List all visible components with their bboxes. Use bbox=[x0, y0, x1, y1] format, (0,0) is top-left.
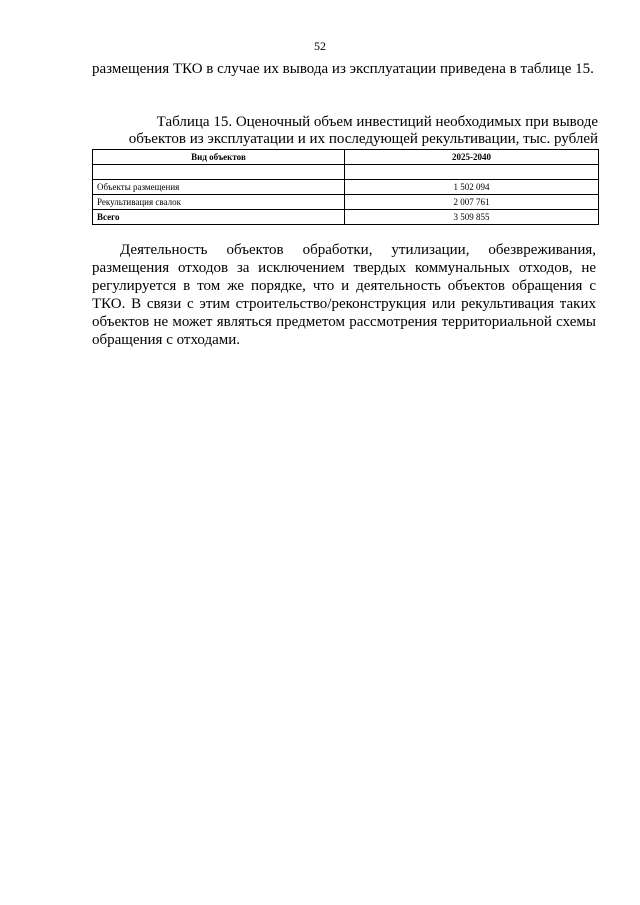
main-paragraph: Деятельность объектов обработки, утилизации, обезвреживания, размещения отходов за исключением твердых коммунальных отходов, не регулируется в том же порядке, что и деятельность объектов обращения с ТКО. В связи с этим строительство/реконструкция или рекультивация таких объектов не может являться предметом рассмотрения территориальной схемы обращения с отходами. bbox=[92, 242, 596, 348]
table-row-total bbox=[93, 210, 599, 225]
header-object-type: Вид объектов bbox=[93, 150, 345, 165]
row-name: Всего bbox=[93, 210, 345, 225]
table-header-row bbox=[93, 150, 599, 165]
row-value: 2 007 761 bbox=[345, 195, 599, 210]
table-caption-line2: объектов из эксплуатации и их последующей рекультивации, тыс. рублей bbox=[128, 131, 598, 147]
row-value: 3 509 855 bbox=[345, 210, 599, 225]
row-value: 1 502 094 bbox=[345, 180, 599, 195]
table-row bbox=[93, 195, 599, 210]
investment-table bbox=[92, 149, 599, 225]
table-row bbox=[93, 180, 599, 195]
page-number: 52 bbox=[314, 39, 326, 53]
intro-paragraph: размещения ТКО в случае их вывода из эксплуатации приведена в таблице 15. bbox=[92, 61, 594, 77]
table-caption bbox=[92, 114, 598, 148]
row-name: Объекты размещения bbox=[93, 180, 345, 195]
header-period: 2025-2040 bbox=[345, 150, 599, 165]
table-caption-line1: Таблица 15. Оценочный объем инвестиций необходимых при выводе bbox=[156, 114, 598, 130]
row-name: Рекультивация свалок bbox=[93, 195, 345, 210]
table-spacer-row bbox=[93, 165, 599, 180]
